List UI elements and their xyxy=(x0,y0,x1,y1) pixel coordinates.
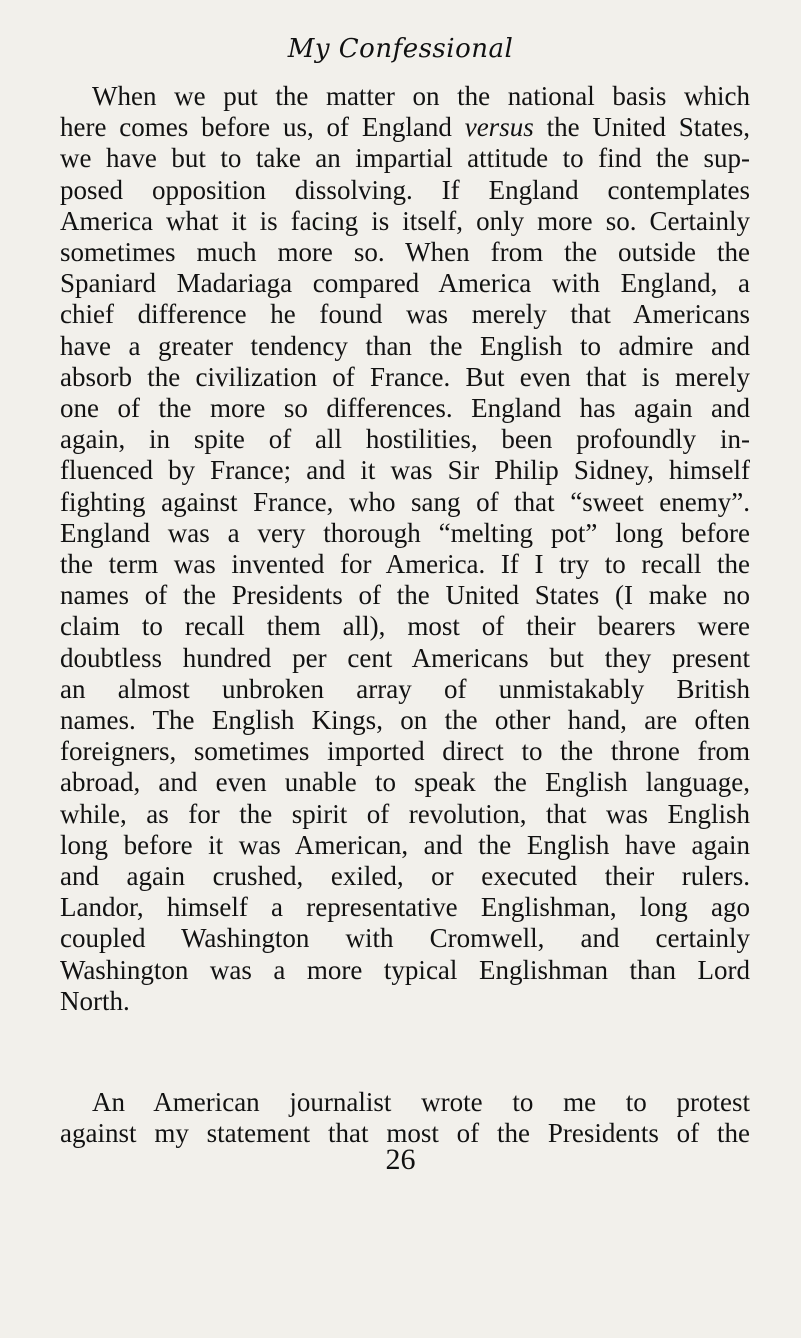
text-line: Washington was a more typical Englishman than Lord xyxy=(60,954,750,985)
text-line: claim to recall them all), most of their bearers were xyxy=(60,611,750,642)
text-line: fluenced by France; and it was Sir Philip Sidney, himself xyxy=(60,455,750,486)
text-line: the term was invented for America. If I try to recall the xyxy=(60,549,750,580)
text-line: against my statement that most of the Presidents of the xyxy=(60,1118,750,1149)
text-line: have a greater tendency than the English to admire and xyxy=(60,330,750,361)
italic-word: versus xyxy=(464,112,534,143)
text-line: posed opposition dissolving. If England contemplates xyxy=(60,174,750,205)
text-line: America what it is facing is itself, only more so. Certainly xyxy=(60,205,750,236)
text-line: names of the Presidents of the United States (I make no xyxy=(60,580,750,611)
text-line: England was a very thorough “melting pot” long before xyxy=(60,517,750,548)
paragraph-1 xyxy=(60,81,750,1017)
text-line: sometimes much more so. When from the outside the xyxy=(60,237,750,268)
text-line: and again crushed, exiled, or executed their rulers. xyxy=(60,861,750,892)
text-line: fighting against France, who sang of that “sweet enemy”. xyxy=(60,486,750,517)
text-line: When we put the matter on the national basis which xyxy=(92,81,750,111)
text-segment: here comes before us, of England xyxy=(60,112,465,143)
text-line: Spaniard Madariaga compared America with England, a xyxy=(60,268,750,299)
text-line: chief difference he found was merely that Americans xyxy=(60,299,750,330)
page-number: 26 xyxy=(385,1143,416,1176)
paragraph-2 xyxy=(60,1087,750,1149)
text-line: North. xyxy=(60,985,130,1016)
running-head: My Confessional xyxy=(287,34,514,64)
text-line: names. The English Kings, on the other hand, are often xyxy=(60,705,750,736)
text-line: an almost unbroken array of unmistakably British xyxy=(60,673,750,704)
text-line: foreigners, sometimes imported direct to the throne from xyxy=(60,736,750,767)
text-line: again, in spite of all hostilities, been profoundly in- xyxy=(60,424,750,455)
text-line: doubtless hundred per cent Americans but they present xyxy=(60,642,750,673)
text-line: long before it was American, and the English have again xyxy=(60,829,750,860)
text-segment: the United States, xyxy=(533,112,750,143)
text-line: absorb the civilization of France. But even that is merely xyxy=(60,361,750,392)
text-line: one of the more so differences. England has again and xyxy=(60,393,750,424)
text-line: we have but to take an impartial attitude to find the sup- xyxy=(60,143,750,174)
text-line: An American journalist wrote to me to protest xyxy=(92,1087,750,1117)
text-line: Landor, himself a representative Englishman, long ago xyxy=(60,892,750,923)
text-line: abroad, and even unable to speak the English language, xyxy=(60,767,750,798)
text-line xyxy=(60,112,750,143)
text-line: coupled Washington with Cromwell, and certainly xyxy=(60,923,750,954)
text-line: while, as for the spirit of revolution, that was English xyxy=(60,798,750,829)
